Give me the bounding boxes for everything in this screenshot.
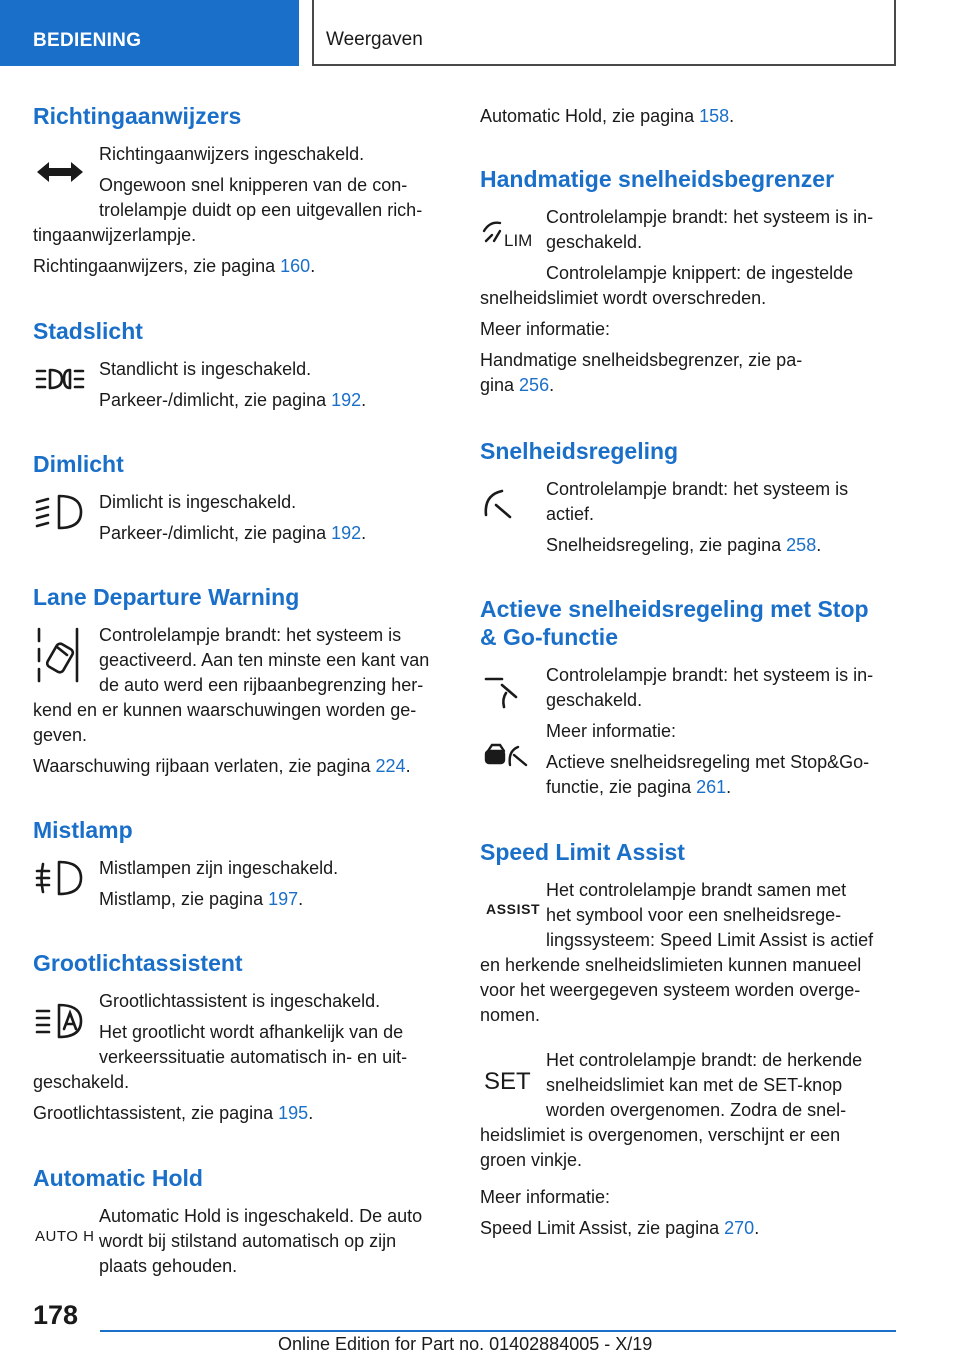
paragraph: Meer informatie:	[480, 319, 611, 339]
section-dimlicht	[33, 450, 451, 546]
acc-stop-go-icon	[480, 737, 534, 777]
paragraph-line: nomen.	[480, 1005, 541, 1025]
paragraph-line: Ongewoon snel knipperen van de con-	[99, 175, 408, 195]
page-reference: Speed Limit Assist, zie pagina 270.	[480, 1218, 760, 1238]
paragraph-line: verkeerssituatie automatisch in- en uit-	[99, 1047, 408, 1067]
paragraph: Grootlichtassistent is ingeschakeld.	[99, 991, 381, 1011]
paragraph-line: plaats gehouden.	[99, 1256, 238, 1276]
assist-icon: ASSIST	[486, 901, 541, 917]
paragraph-line: geschakeld.	[546, 232, 643, 252]
page-link[interactable]: 158	[699, 106, 730, 126]
section-title: Richtingaanwijzers	[33, 103, 242, 129]
paragraph: Mistlampen zijn ingeschakeld.	[99, 858, 339, 878]
section-lane-departure-warning	[33, 583, 451, 779]
section-snelheidsregeling	[480, 437, 900, 558]
high-beam-assist-icon	[33, 1001, 87, 1041]
paragraph-line: lingssysteem: Speed Limit Assist is actief	[546, 930, 874, 950]
page-link[interactable]: 192	[331, 390, 362, 410]
paragraph-line: actief.	[546, 504, 595, 524]
set-icon: SET	[484, 1068, 531, 1095]
header-section-tab	[0, 0, 299, 66]
paragraph-line: geven.	[33, 725, 88, 745]
cruise-control-icon	[480, 485, 534, 525]
header-chapter-label: Weergaven	[326, 29, 423, 50]
paragraph-line: Automatic Hold is ingeschakeld. De auto	[99, 1206, 423, 1226]
section-grootlichtassistent	[33, 949, 451, 1126]
lane-departure-icon	[33, 625, 87, 685]
paragraph-line: de auto werd een rijbaanbegrenzing her-	[99, 675, 424, 695]
paragraph-line: en herkende snelheidslimieten kunnen manueel	[480, 955, 862, 975]
paragraph-line: kend en er kunnen waarschuwingen worden ge-	[33, 700, 417, 720]
page-reference: Grootlichtassistent, zie pagina 195.	[33, 1103, 314, 1123]
speed-limiter-icon	[480, 217, 534, 257]
page-link[interactable]: 261	[696, 777, 727, 797]
section-title: Dimlicht	[33, 451, 124, 477]
page-link[interactable]: 270	[724, 1218, 755, 1238]
section-stadslicht	[33, 317, 451, 413]
paragraph-line: Handmatige snelheidsbegrenzer, zie pa-	[480, 350, 803, 370]
section-title: Speed Limit Assist	[480, 839, 685, 865]
paragraph-line: wordt bij stilstand automatisch op zijn	[99, 1231, 397, 1251]
page-reference: Richtingaanwijzers, zie pagina 160.	[33, 256, 316, 276]
page-reference: gina 256.	[480, 375, 555, 395]
page-number: 178	[33, 1300, 79, 1330]
page-link[interactable]: 197	[268, 889, 299, 909]
paragraph-line: groen vinkje.	[480, 1150, 583, 1170]
section-title: Snelheidsregeling	[480, 438, 679, 464]
page-reference: Automatic Hold, zie pagina 158.	[480, 106, 735, 126]
page-link[interactable]: 192	[331, 523, 362, 543]
fog-light-icon	[33, 858, 87, 898]
page-reference: Mistlamp, zie pagina 197.	[99, 889, 304, 909]
paragraph-line: Controlelampje brandt: het systeem is	[546, 479, 849, 499]
paragraph-line: trolelampje duidt op een uitgevallen rich-	[99, 200, 423, 220]
section-title: & Go-functie	[480, 624, 618, 650]
page-link[interactable]: 195	[278, 1103, 309, 1123]
paragraph-line: het symbool voor een snelheidsrege-	[546, 905, 842, 925]
paragraph: Richtingaanwijzers ingeschakeld.	[99, 144, 365, 164]
section-handmatige-snelheidsbegrenzer	[480, 165, 900, 398]
paragraph: Dimlicht is ingeschakeld.	[99, 492, 297, 512]
parking-light-icon	[33, 359, 87, 399]
automatic-hold-reference	[480, 104, 900, 129]
paragraph-line: Het controlelampje brandt: de herkende	[546, 1050, 863, 1070]
section-automatic-hold	[33, 1164, 451, 1279]
page-link[interactable]: 256	[519, 375, 550, 395]
section-richtingaanwijzers	[33, 102, 451, 279]
lim-label: LIM	[504, 231, 533, 250]
acc-icon	[480, 671, 534, 711]
paragraph-line: geactiveerd. Aan ten minste een kant van	[99, 650, 430, 670]
footer-edition: Online Edition for Part no. 01402884005 - X/19	[278, 1334, 653, 1354]
paragraph-line: snelheidslimiet wordt overschreden.	[480, 288, 767, 308]
paragraph-line: worden overgenomen. Zodra de snel-	[546, 1100, 847, 1120]
paragraph-line: tingaanwijzerlampje.	[33, 225, 197, 245]
page-reference: Waarschuwing rijbaan verlaten, zie pagina 224.	[33, 756, 411, 776]
paragraph-line: Controlelampje brandt: het systeem is	[99, 625, 402, 645]
page-reference: Snelheidsregeling, zie pagina 258.	[546, 535, 822, 555]
paragraph-line: heidslimiet is overgenomen, verschijnt er een	[480, 1125, 841, 1145]
paragraph-line: Het controlelampje brandt samen met	[546, 880, 847, 900]
page-reference: Parkeer-/dimlicht, zie pagina 192.	[99, 523, 367, 543]
paragraph-line: voor het weergegeven systeem worden overge-	[480, 980, 861, 1000]
paragraph: Meer informatie:	[480, 1187, 611, 1207]
paragraph-line: geschakeld.	[546, 690, 643, 710]
page-link[interactable]: 160	[280, 256, 311, 276]
section-title: Actieve snelheidsregeling met Stop	[480, 596, 869, 622]
low-beam-icon	[33, 492, 87, 532]
paragraph: Meer informatie:	[546, 721, 677, 741]
paragraph-line: geschakeld.	[33, 1072, 130, 1092]
section-title: Stadslicht	[33, 318, 143, 344]
footer-rule	[100, 1330, 896, 1332]
paragraph: Standlicht is ingeschakeld.	[99, 359, 312, 379]
header-section-label: BEDIENING	[33, 30, 142, 51]
page-link[interactable]: 258	[786, 535, 817, 555]
paragraph-line: snelheidslimiet kan met de SET-knop	[546, 1075, 843, 1095]
paragraph-line: Controlelampje knippert: de ingestelde	[546, 263, 854, 283]
paragraph-line: Controlelampje brandt: het systeem is in-	[546, 207, 874, 227]
header-chapter-box	[312, 0, 896, 66]
section-title: Grootlichtassistent	[33, 950, 243, 976]
section-title: Handmatige snelheidsbegrenzer	[480, 166, 835, 192]
section-title: Mistlamp	[33, 817, 133, 843]
page-reference: functie, zie pagina 261.	[546, 777, 732, 797]
page-reference: Parkeer-/dimlicht, zie pagina 192.	[99, 390, 367, 410]
section-mistlamp	[33, 816, 451, 912]
paragraph-line: Actieve snelheidsregeling met Stop&Go-	[546, 752, 870, 772]
section-actieve-snelheidsregeling	[480, 595, 900, 800]
turn-signal-icon	[33, 152, 87, 192]
section-speed-limit-assist	[480, 838, 900, 1241]
section-title: Lane Departure Warning	[33, 584, 300, 610]
paragraph-line: Controlelampje brandt: het systeem is in-	[546, 665, 874, 685]
section-title: Automatic Hold	[33, 1165, 203, 1191]
page-link[interactable]: 224	[375, 756, 406, 776]
auto-hold-icon: AUTO H	[35, 1228, 95, 1245]
paragraph-line: Het grootlicht wordt afhankelijk van de	[99, 1022, 404, 1042]
